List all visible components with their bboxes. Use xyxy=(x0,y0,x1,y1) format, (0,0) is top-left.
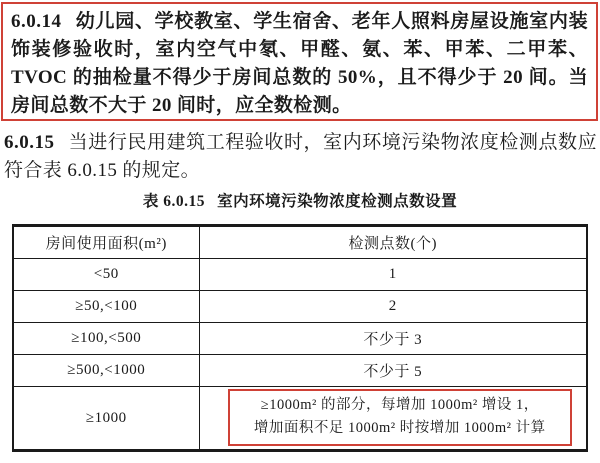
clause-6-0-14-highlight-box xyxy=(1,2,598,121)
table-header-row xyxy=(13,226,587,259)
detection-points-table xyxy=(12,224,588,452)
header-detection-points: 检测点数(个) xyxy=(199,226,587,259)
cell-area: ≥500,<1000 xyxy=(13,355,199,387)
cell-points: 不少于 3 xyxy=(199,323,587,355)
clause-6-0-15-section xyxy=(4,129,597,185)
table-caption-label: 表 6.0.15 xyxy=(142,193,206,210)
clause-6-0-15-paragraph xyxy=(4,129,597,184)
table-row xyxy=(13,355,587,387)
cell-points: 不少于 5 xyxy=(199,355,587,387)
points-note-line2: 增加面积不足 1000m² 时按增加 1000m² 计算 xyxy=(253,420,546,436)
cell-points: 2 xyxy=(199,291,587,323)
header-room-area: 房间使用面积(m²) xyxy=(13,226,199,259)
cell-points: 1 xyxy=(199,259,587,291)
table-caption xyxy=(0,189,600,211)
table-row xyxy=(13,291,587,323)
cell-area: ≥1000 xyxy=(13,387,199,451)
clause-6-0-14-paragraph xyxy=(11,8,588,120)
cell-points xyxy=(199,387,587,451)
cell-area: <50 xyxy=(13,259,199,291)
table-row xyxy=(13,323,587,355)
clause-text: 当进行民用建筑工程验收时，室内环境污染物浓度检测点数应符合表 6.0.15 的规定。 xyxy=(4,132,597,181)
clause-number: 6.0.14 xyxy=(11,11,62,32)
points-note-highlight-box xyxy=(228,389,573,446)
table-row xyxy=(13,387,587,451)
clause-number: 6.0.15 xyxy=(4,132,55,153)
table-caption-title: 室内环境污染物浓度检测点数设置 xyxy=(217,193,458,210)
cell-area: ≥50,<100 xyxy=(13,291,199,323)
table-row xyxy=(13,259,587,291)
cell-area: ≥100,<500 xyxy=(13,323,199,355)
points-note-line1: ≥1000m² 的部分，每增加 1000m² 增设 1， xyxy=(260,397,539,413)
clause-text: 幼儿园、学校教室、学生宿舍、老年人照料房屋设施室内装饰装修验收时，室内空气中氡、甲醛、氨、苯、甲苯、二甲苯、TVOC 的抽检量不得少于房间总数的 50%，且不得少于 20 间。当房间总数不大于 20 间时，应全数检测。 xyxy=(11,11,588,116)
